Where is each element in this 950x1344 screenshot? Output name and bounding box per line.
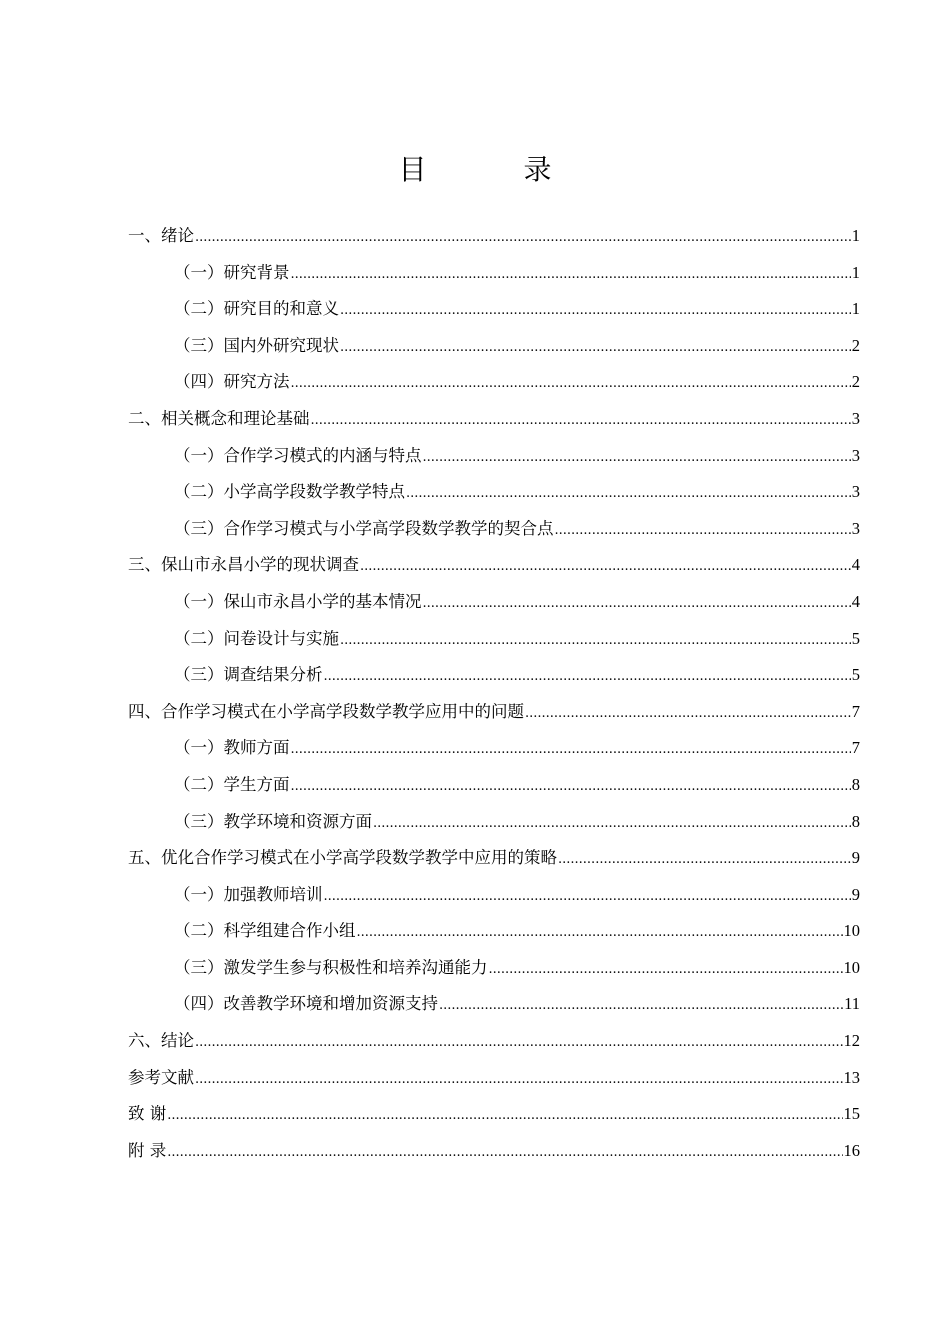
toc-entry-section[interactable] [128, 950, 860, 987]
toc-entry-page-number: 16 [843, 1140, 860, 1160]
toc-entry-section[interactable] [128, 364, 860, 401]
toc-entry-page-number: 3 [851, 518, 860, 538]
toc-entry-page-number: 15 [843, 1104, 860, 1124]
toc-entry-label: 致 谢 [128, 1104, 167, 1124]
toc-dot-leader [291, 255, 851, 294]
toc-dot-leader [195, 218, 851, 257]
toc-dot-leader [291, 730, 851, 769]
toc-entry-label: （二）研究目的和意义 [174, 299, 339, 319]
toc-entry-page-number: 7 [851, 701, 860, 721]
toc-entry-label: （三）激发学生参与积极性和培养沟通能力 [174, 957, 488, 977]
toc-dot-leader [340, 328, 851, 367]
toc-entry-section[interactable] [128, 804, 860, 841]
toc-entry-section[interactable] [128, 474, 860, 511]
toc-entry-label: 五、优化合作学习模式在小学高学段数学教学中应用的策略 [128, 848, 557, 868]
toc-entry-section[interactable] [128, 730, 860, 767]
toc-dot-leader [291, 364, 851, 403]
toc-entry-chapter[interactable] [128, 218, 860, 255]
toc-entry-section[interactable] [128, 913, 860, 950]
toc-entry-section[interactable] [128, 767, 860, 804]
toc-entry-label: （一）教师方面 [174, 738, 290, 758]
toc-entry-chapter[interactable] [128, 1060, 860, 1097]
toc-entry-chapter[interactable] [128, 1133, 860, 1170]
toc-entry-chapter[interactable] [128, 840, 860, 877]
toc-entry-section[interactable] [128, 255, 860, 292]
toc-dot-leader [423, 584, 851, 623]
toc-entry-section[interactable] [128, 986, 860, 1023]
toc-entry-label: （一）加强教师培训 [174, 884, 323, 904]
toc-entry-label: （三）教学环境和资源方面 [174, 811, 372, 831]
toc-dot-leader [489, 950, 843, 989]
toc-entry-label: 一、绪论 [128, 226, 194, 245]
toc-entry-page-number: 2 [851, 335, 860, 355]
toc-entry-section[interactable] [128, 877, 860, 914]
toc-entry-label: 四、合作学习模式在小学高学段数学教学应用中的问题 [128, 701, 524, 721]
toc-entry-page-number: 4 [851, 555, 860, 575]
toc-entry-page-number: 7 [851, 738, 860, 758]
toc-entry-label: （一）保山市永昌小学的基本情况 [174, 591, 422, 611]
toc-entry-section[interactable] [128, 657, 860, 694]
toc-dot-leader [555, 511, 851, 550]
toc-entry-page-number: 12 [843, 1031, 860, 1051]
toc-entry-page-number: 2 [851, 372, 860, 392]
toc-entry-page-number: 10 [843, 957, 860, 977]
toc-dot-leader [558, 840, 851, 879]
toc-entry-chapter[interactable] [128, 1096, 860, 1133]
toc-entry-page-number: 10 [843, 921, 860, 941]
toc-entry-page-number: 4 [851, 591, 860, 611]
toc-entry-chapter[interactable] [128, 694, 860, 731]
toc-entry-page-number: 5 [851, 628, 860, 648]
toc-entry-page-number: 3 [851, 408, 860, 428]
toc-entry-label: （二）科学组建合作小组 [174, 921, 356, 941]
toc-list [128, 218, 860, 1169]
toc-entry-label: （二）问卷设计与实施 [174, 628, 339, 648]
toc-dot-leader [525, 694, 851, 733]
toc-entry-page-number: 11 [844, 994, 860, 1014]
toc-entry-label: 二、相关概念和理论基础 [128, 408, 310, 428]
toc-dot-leader [324, 877, 851, 916]
toc-dot-leader [360, 547, 851, 586]
toc-dot-leader [324, 657, 851, 696]
toc-entry-label: 附 录 [128, 1140, 167, 1160]
toc-entry-label: （二）小学高学段数学教学特点 [174, 482, 405, 502]
toc-entry-section[interactable] [128, 328, 860, 365]
toc-entry-chapter[interactable] [128, 1023, 860, 1060]
toc-entry-label: 六、结论 [128, 1031, 194, 1051]
toc-entry-chapter[interactable] [128, 547, 860, 584]
toc-entry-section[interactable] [128, 584, 860, 621]
toc-dot-leader [439, 986, 843, 1025]
toc-entry-page-number: 1 [851, 299, 860, 319]
toc-entry-label: 三、保山市永昌小学的现状调查 [128, 555, 359, 575]
toc-dot-leader [311, 401, 851, 440]
toc-dot-leader [373, 804, 851, 843]
toc-entry-label: （三）调查结果分析 [174, 665, 323, 685]
toc-entry-section[interactable] [128, 621, 860, 658]
toc-title: 目 录 [398, 153, 596, 186]
toc-entry-section[interactable] [128, 291, 860, 328]
toc-dot-leader [406, 474, 851, 513]
toc-entry-section[interactable] [128, 438, 860, 475]
toc-entry-section[interactable] [128, 511, 860, 548]
toc-entry-page-number: 8 [851, 811, 860, 831]
toc-dot-leader [423, 438, 851, 477]
toc-dot-leader [357, 913, 843, 952]
toc-dot-leader [195, 1060, 843, 1099]
toc-dot-leader [167, 1096, 842, 1135]
toc-dot-leader [291, 767, 851, 806]
toc-entry-label: （三）国内外研究现状 [174, 335, 339, 355]
toc-entry-label: （一）合作学习模式的内涵与特点 [174, 445, 422, 465]
toc-entry-label: 参考文献 [128, 1067, 194, 1087]
toc-entry-chapter[interactable] [128, 401, 860, 438]
toc-entry-page-number: 3 [851, 445, 860, 465]
toc-entry-page-number: 1 [851, 226, 860, 245]
toc-entry-page-number: 9 [851, 848, 860, 868]
toc-entry-label: （四）改善教学环境和增加资源支持 [174, 994, 438, 1014]
toc-entry-page-number: 3 [851, 482, 860, 502]
toc-dot-leader [195, 1023, 843, 1062]
toc-entry-page-number: 9 [851, 884, 860, 904]
toc-entry-label: （四）研究方法 [174, 372, 290, 392]
toc-entry-page-number: 1 [851, 262, 860, 282]
toc-entry-label: （三）合作学习模式与小学高学段数学教学的契合点 [174, 518, 554, 538]
toc-dot-leader [340, 621, 851, 660]
toc-entry-label: （一）研究背景 [174, 262, 290, 282]
toc-entry-page-number: 13 [843, 1067, 860, 1087]
toc-dot-leader [340, 291, 851, 330]
toc-dot-leader [167, 1133, 842, 1172]
toc-entry-page-number: 8 [851, 774, 860, 794]
toc-entry-page-number: 5 [851, 665, 860, 685]
toc-entry-label: （二）学生方面 [174, 774, 290, 794]
